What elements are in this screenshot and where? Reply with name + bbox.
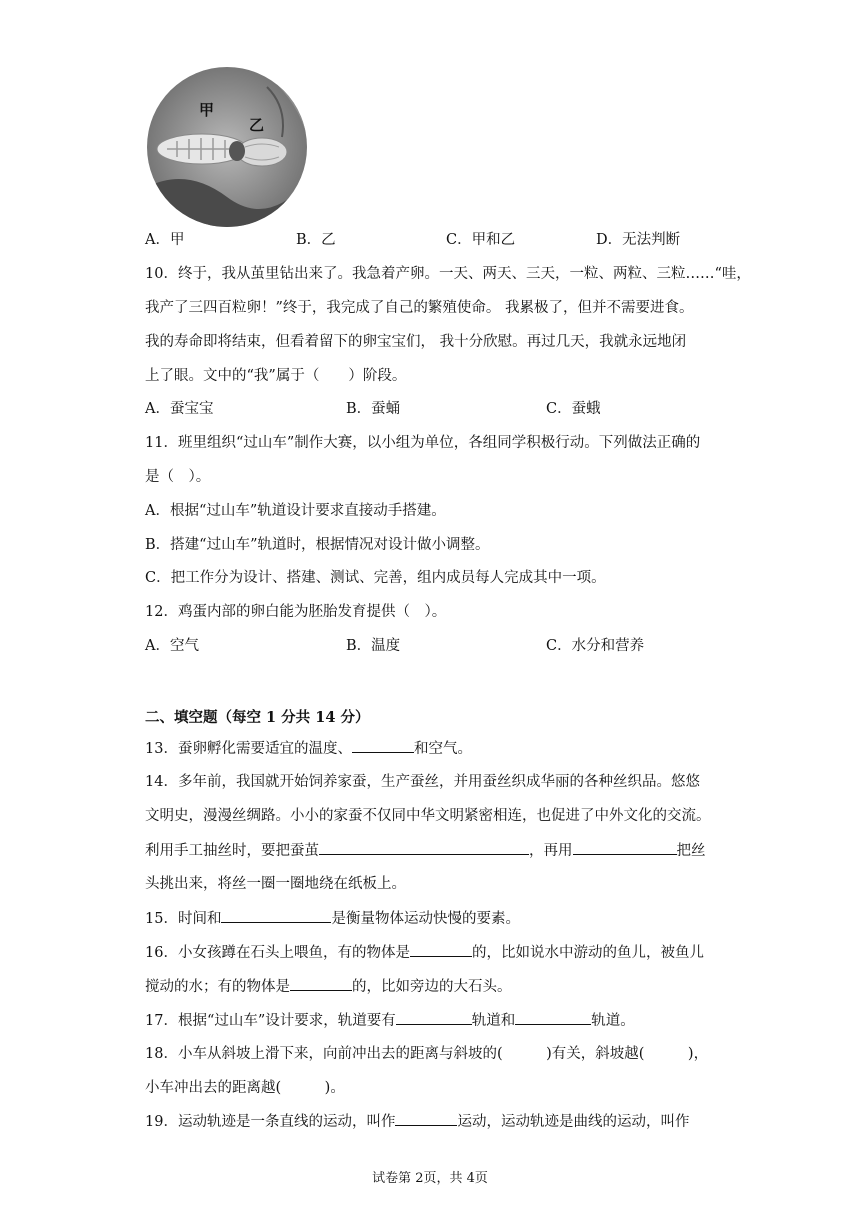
q10-option-a: A．蚕宝宝 xyxy=(145,401,214,417)
q10-line-4: 上了眼。文中的“我”属于（ ）阶段。 xyxy=(145,368,407,384)
q14-line-3 xyxy=(145,840,706,861)
q16-line1-a: 16．小女孩蹲在石头上喂鱼，有的物体是 xyxy=(145,945,410,961)
q13-blank[interactable] xyxy=(352,738,414,753)
q16-line1-b: 的，比如说水中游动的鱼儿，被鱼儿 xyxy=(471,945,704,961)
q17 xyxy=(145,1010,635,1031)
q19 xyxy=(145,1111,689,1132)
q11-option-c: C．把工作分为设计、搭建、测试、完善，组内成员每人完成其中一项。 xyxy=(145,570,606,586)
q18-line-2: 小车冲出去的距离越( )。 xyxy=(145,1080,345,1096)
label-left: 甲 xyxy=(199,101,215,119)
q11-line-2: 是（ ）。 xyxy=(145,469,211,485)
q14-blank-1[interactable] xyxy=(319,840,529,855)
q10-option-b: B．蚕蛹 xyxy=(346,401,401,417)
q13-after: 和空气。 xyxy=(413,741,472,757)
q16-line2-a: 搅动的水；有的物体是 xyxy=(145,979,290,995)
q14-line3-b: ，再用 xyxy=(529,843,573,859)
q13-before: 13．蚕卵孵化需要适宜的温度、 xyxy=(145,741,352,757)
q14-line-2: 文明史，漫漫丝绸路。小小的家蚕不仅同中华文明紧密相连，也促进了中外文化的交流。 xyxy=(145,808,711,824)
q16-blank-1[interactable] xyxy=(410,942,472,957)
label-right: 乙 xyxy=(249,116,265,134)
q16-line-2 xyxy=(145,976,512,997)
q13 xyxy=(145,738,472,759)
q9-option-b: B．乙 xyxy=(296,232,336,248)
q17-c: 轨道。 xyxy=(591,1013,635,1029)
q16-line2-b: 的，比如旁边的大石头。 xyxy=(352,979,512,995)
q17-b: 轨道和 xyxy=(471,1013,516,1029)
page-footer: 试卷第 2页，共 4页 xyxy=(372,1171,488,1186)
q10-line-2: 我产了三四百粒卵！”终于，我完成了自己的繁殖使命。 我累极了，但并不需要进食。 xyxy=(145,300,694,316)
q9-option-c: C．甲和乙 xyxy=(446,232,516,248)
q9-option-d: D．无法判断 xyxy=(596,232,681,248)
q11-line-1: 11．班里组织“过山车”制作大赛，以小组为单位，各组同学积极行动。下列做法正确的 xyxy=(145,435,701,451)
q14-line3-c: 把丝 xyxy=(676,843,706,859)
q18-line-1: 18．小车从斜坡上滑下来，向前冲出去的距离与斜坡的( )有关，斜坡越( )， xyxy=(145,1046,709,1062)
q12-text: 12．鸡蛋内部的卵白能为胚胎发育提供（ ）。 xyxy=(145,604,447,620)
q17-a: 17．根据“过山车”设计要求，轨道要有 xyxy=(145,1013,396,1029)
q14-line3-a: 利用手工抽丝时，要把蚕茧 xyxy=(145,843,319,859)
q9-option-a: A．甲 xyxy=(145,232,185,248)
q15-before: 15．时间和 xyxy=(145,911,222,927)
q14-line-1: 14．多年前，我国就开始饲养家蚕，生产蚕丝，并用蚕丝织成华丽的各种丝织品。悠悠 xyxy=(145,774,700,790)
q11-option-b: B．搭建“过山车”轨道时，根据情况对设计做小调整。 xyxy=(145,537,490,553)
q14-line-4: 头挑出来，将丝一圈一圈地绕在纸板上。 xyxy=(145,876,406,892)
q19-a: 19．运动轨迹是一条直线的运动，叫作 xyxy=(145,1114,396,1130)
q10-line-3: 我的寿命即将结束，但看着留下的卵宝宝们， 我十分欣慰。再过几天，我就永远地闭 xyxy=(145,334,687,350)
q10-option-c: C．蚕蛾 xyxy=(546,401,601,417)
q12-option-a: A．空气 xyxy=(145,638,199,654)
q19-blank-1[interactable] xyxy=(395,1111,457,1126)
q12-option-b: B．温度 xyxy=(346,638,401,654)
q12-option-c: C．水分和营养 xyxy=(546,638,645,654)
section-2-heading: 二、填空题（每空 1 分共 14 分） xyxy=(145,709,370,726)
q17-blank-2[interactable] xyxy=(515,1010,591,1025)
q14-blank-2[interactable] xyxy=(573,840,677,855)
silkworm-photo xyxy=(147,67,307,227)
q15-blank[interactable] xyxy=(221,908,331,923)
q15 xyxy=(145,908,520,929)
q19-b: 运动，运动轨迹是曲线的运动，叫作 xyxy=(457,1114,690,1130)
q16-blank-2[interactable] xyxy=(290,976,352,991)
q10-line-1: 10．终于，我从茧里钻出来了。我急着产卵。一天、两天、三天，一粒、两粒、三粒……“哇， xyxy=(145,266,751,282)
q11-option-a: A．根据“过山车”轨道设计要求直接动手搭建。 xyxy=(145,503,446,519)
q16-line-1 xyxy=(145,942,704,963)
q17-blank-1[interactable] xyxy=(396,1010,472,1025)
q15-after: 是衡量物体运动快慢的要素。 xyxy=(331,911,520,927)
